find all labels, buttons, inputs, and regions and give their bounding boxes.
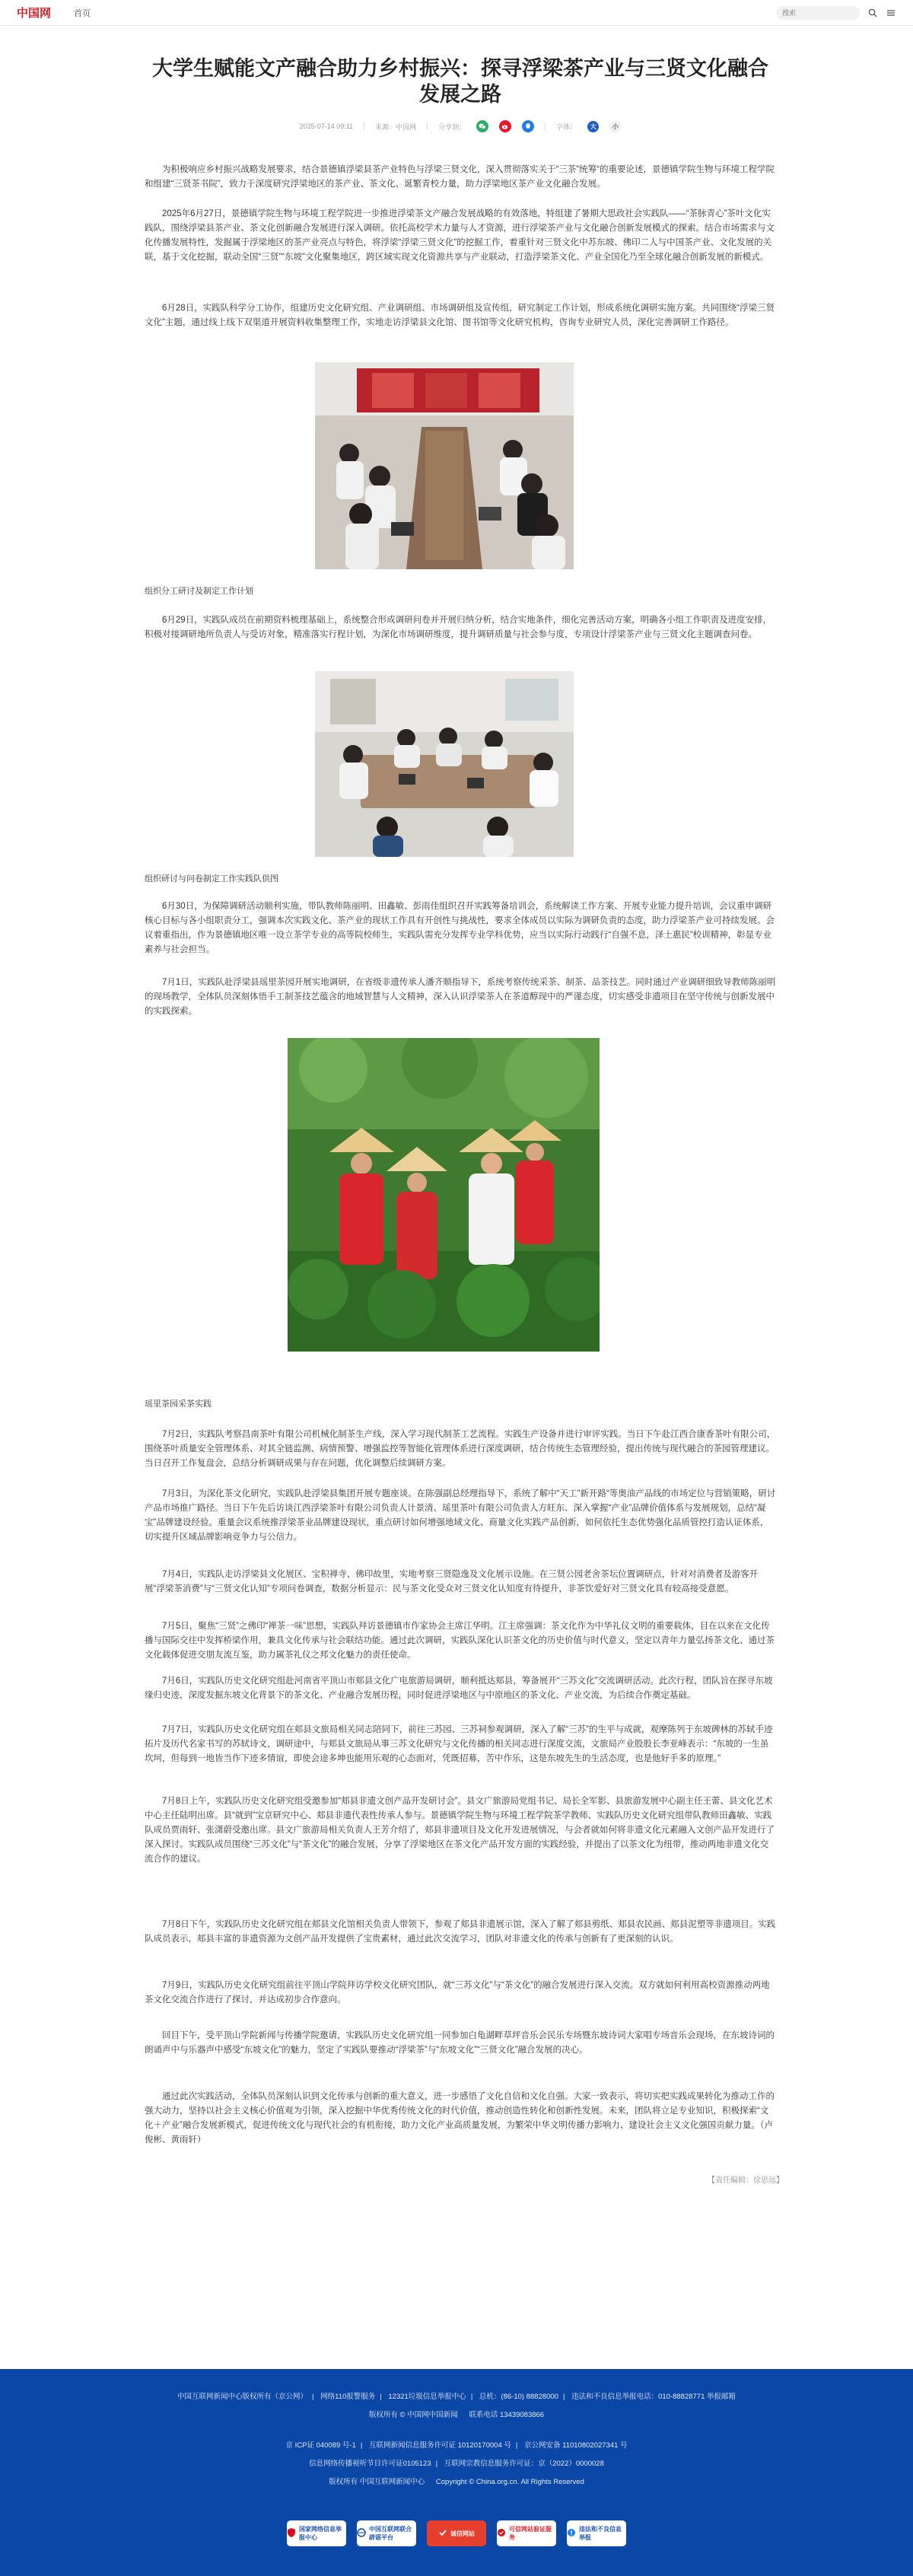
footer-text: 联系电话 13439083866 <box>469 2411 545 2419</box>
badge-label: 可信网站验证服务 <box>509 2526 552 2541</box>
paragraph: 7月2日，实践队考察昌南茶叶有限公司机械化制茶生产线，深入学习现代制茶工艺流程。实践生产设备并进行审评实践。当日下午赴江西合康香茶叶有限公司，围绕茶叶质量安全管理体系、对其全链监测、病情预警、增强监控等智能化管理体系进行深度调研，结合传统生态管理经验，提出传统与现代融合的茶园管理建议。当日召开工作复盘会，总结分析调研成果与存在问题，优化调整后续调研方案。 <box>145 1430 776 1468</box>
photo-meeting-room <box>315 362 574 569</box>
tea-picker-4 <box>508 1120 561 1244</box>
paragraph: 6月29日，实践队成员在前期资料梳理基础上，系统整合形成调研问卷并开展归纳分析，结合实地条件，细化完善活动方案，明确各小组工作职责及进度安排，积极对接调研地所负责人与受访对象，精准落实行程计划，为深化市场调研维度，提升调研质量与社会参与度，专项设计浮梁茶产业与三贤文化主题调查问卷。 <box>145 616 772 639</box>
publish-date: 2025-07-14 09:11 <box>299 123 354 130</box>
footer-link[interactable]: 京 ICP证 040089 号-1 <box>285 2441 356 2450</box>
footer-link[interactable]: 12321垃圾信息举报中心 <box>388 2393 466 2401</box>
badge-label: 国家网络信息举报中心 <box>299 2526 342 2541</box>
footer-row-5 <box>0 2476 913 2486</box>
report-center-badge[interactable] <box>287 2520 346 2546</box>
weibo-share-icon[interactable] <box>499 120 511 132</box>
trusted-site-badge[interactable] <box>497 2520 556 2546</box>
font-large-button[interactable]: 大 <box>587 121 599 132</box>
paragraph: 为积极响应乡村振兴战略发展要求，结合景德镇浮梁县茶产业特色与浮梁三贤文化，深入贯彻落实关于“三茶”统筹“的重要论述，景德镇学院生物与环境工程学院和组建“三贤茶书院”，致力于深度研究浮梁地区的茶产业、茶文化、诞繁青校力量，助力浮梁地区茶产业文化融合发展。 <box>145 165 775 189</box>
footer-row-2 <box>0 2409 913 2419</box>
wechat-share-icon[interactable] <box>476 120 488 132</box>
paragraph: 7月3日，为深化茶文化研究，实践队赴浮梁县集团开展专题座谈。在陈强副总经理指导下，系统了解中“天工”新开路“等奥油产品线的市场定位与营销策略，研讨产品市场推广路径。当日下午先后访谈江西浮梁茶叶有限公司负责人计景清、瑶里茶叶有限公司负责人方旺东、深入掌握“产业”品牌价值体系与发展规划，总结“凝宝”品牌建设经验。重量会议系统推浮梁茶业品牌建设现状，重点研讨如何增强地域文化、商量文化实践产品创新，如何依托生态优势强化品质管控打造认证体系，切实提升区域品牌影响竞争力与公信力。 <box>145 1489 776 1542</box>
badge-label: 诚信网站 <box>450 2530 475 2537</box>
divider <box>545 123 546 130</box>
footer-row-4: 信息网络传播视听节目许可证0105123 | 互联网宗教信息服务许可证：京（2022）0000028 <box>309 2460 604 2468</box>
footer-row-3: 京 ICP证 040089 号-1 | 互联网新闻信息服务许可证 10120170004 号 | 京公网安备 11010802027341 号 <box>285 2441 628 2450</box>
footer-text: 总机：(86-10) 88828000 <box>479 2393 558 2401</box>
footer-link[interactable]: 互联网宗教信息服务许可证：京（2022）0000028 <box>444 2460 604 2468</box>
paragraph: 7月9日，实践队历史文化研究组前往平顶山学院拜访学校文化研究团队，就“三苏文化”与“茶文化”的融合发展进行深入交流。双方就如何利用高校资源推动两地茶文化交流合作进行了探讨，并达成初步合作意向。 <box>145 1981 770 2004</box>
alert-icon <box>567 2528 576 2539</box>
photo-caption: 组织研讨与问卷制定工作实践队供图 <box>145 874 278 884</box>
footer-link[interactable]: 中国互联网新闻中心版权所有（京公网） <box>177 2393 308 2401</box>
badge-label: 中国互联网联合辟谣平台 <box>369 2526 412 2541</box>
paragraph: 6月30日，为保障调研活动顺利实施，带队教师陈丽明、田鑫敏、彭雨佳组织召开实践筹备培训会，系统解读工作方案、开展专业能力提升培训，会议重申调研核心目标与各小组职责分工，强调本次实践文化、茶产业的现状工作具有开创性与挑战性，要求全体成员以实际为调研负责的态度，助力浮梁茶产业可持续发展。会议着重指出，作为景德镇地区唯一设立茶学专业的高等院校师生，实践队需充分发挥专业学科优势，应当以实际行动践行“自强不息，泽土惠民”校训精神，彰显专业素养与社会担当。 <box>145 902 775 954</box>
photo-tea-picking <box>288 1038 600 1352</box>
photo-caption: 组织分工研讨及制定工作计划 <box>145 587 253 596</box>
paragraph: 6月28日，实践队科学分工协作，组建历史文化研究组、产业调研组、市场调研组及宣传组，研究制定工作计划，形成系统化调研实施方案。共同围绕“浮梁三贤文化”主题，通过线上线下双渠道开展资料收集整理工作，实地走访浮梁县文化馆、图书馆等文化研究机构，咨询专业研究人员，深化完善调研工作路径。 <box>145 304 775 327</box>
footer-link[interactable]: 京公网安备 11010802027341 号 <box>523 2441 628 2450</box>
credible-site-badge[interactable] <box>427 2520 486 2546</box>
photo-discussion <box>315 671 574 857</box>
paragraph: 7月5日，聚焦“三贤”之佛印“禅茶一味”思想，实践队拜访景德镇市作家协会主席江华明。江主席强调：茶文化作为中华礼仪文明的重要载体，目在以来在文化传播与国际交往中发挥桥梁作用，兼具文化传承与社会联结功能。通过此次调研，实践队深化认识茶文化的历史价值与时代意义，坚定以青年力量弘扬茶文化、通过茶文化载体促进交朋友流互鉴，助力属茶礼仪之邦文化魅力的责任使命。 <box>145 1622 775 1660</box>
footer-text: 违法和不良信息举报电话：010-88828771 举报邮箱 <box>571 2393 736 2401</box>
paragraph: 7月4日，实践队走访浮梁县文化展区、宝积禅寺、佛印故里，实地考察三贤隐逸及文化展示设施。在三贤公园老舍茶坛位置调研点，针对对消费者及游客开展“浮梁茶消费”与“三贤文化认知”专项问卷调查，数据分析显示：民与茶文化受众对三贤文化认知度有待提升，非茶饮爱好对三贤文化具有较高接受意愿。 <box>145 1570 759 1594</box>
globe-icon <box>357 2528 366 2539</box>
footer-link[interactable]: 网络110报警服务 <box>320 2393 376 2401</box>
paragraph: 2025年6月27日，景德镇学院生物与环境工程学院进一步推进浮梁茶文产融合发展战略的有效落地，特组建了暑期大思政社会实践队——“茶脉青心”茶叶文化实践队，围绕浮梁县茶产业、茶文化创新融合发展进行深入调研。依托高校学术力量与人才资源，进行浮梁茶产业与文化融合创新发展模式的探索。结合市场需求与文化传播发展特性，发掘属于浮梁地区的茶产业亮点与特色，将浮梁“浮梁三贤文化”的挖掘工作，着重针对三贤文化中苏东坡、佛印二人与中国茶产业、文化发展的关联，基于文化挖掘，联动全国“三贤”“东坡”文化聚集地区，跨区域实现文化资源共享与产业联动，打造浮梁茶文化、产业全国化乃至全球化融合创新发展的新模式。 <box>145 209 775 262</box>
search-icon[interactable] <box>867 8 878 18</box>
site-footer <box>0 2369 913 2576</box>
footer-badges <box>0 2520 913 2546</box>
footer-text: 版权所有 © 中国网中国新闻 <box>368 2411 458 2419</box>
font-small-button[interactable]: 小 <box>609 121 621 132</box>
divider <box>427 123 428 130</box>
check-icon <box>438 2528 447 2539</box>
search-input[interactable] <box>776 6 860 20</box>
article-source: 来源：中国网 <box>375 123 417 131</box>
title-line-1: 大学生赋能文产融合助力乡村振兴：探寻浮梁茶产业与三贤文化融合 <box>152 57 768 81</box>
top-navigation-bar <box>0 0 913 26</box>
illegal-info-report-badge[interactable] <box>567 2520 626 2546</box>
footer-link[interactable]: 信息网络传播视听节目许可证0105123 <box>309 2460 431 2468</box>
editor-credit: 【责任编辑：徐思远】 <box>708 2176 784 2185</box>
menu-icon[interactable] <box>886 8 896 18</box>
verified-icon <box>497 2528 506 2539</box>
paragraph: 7月7日，实践队历史文化研究组在郏县文旅局相关同志陪同下，前往三苏园、三苏祠参观调研，深入了解“三苏”的生平与成就，观摩陈列于东坡碑林的苏轼手迹拓片及历代名家书写的苏轼诗文，调研途中，与郏县文旅局从事三苏文化研究与文化传播的相关同志进行深度交流，文旅局产业股股长李亚峰表示：“东坡的一生虽坎坷，但每到一地皆当作下迹多情谊，即使会途多坤也能用乐观的心态面对，凭既招募，苦中作乐，这是东坡先生的生活态度，也是他好手多的原理。” <box>145 1725 773 1763</box>
paragraph: 通过此次实践活动，全体队员深刻认识到文化传承与创新的重大意义，进一步感悟了文化自信和文化自强。大家一致表示，将切实把实践成果转化为推动工作的强大动力，坚持以社会主义核心价值观为引领，深入挖掘中华优秀传统文化的时代价值，推动创造性转化和创新性发展。未来，团队将立足专业知识，积极探索“文化＋产业”融合发展新模式，促进传统文化与现代社会的有机衔接，助力文化产业高质量发展，为繁荣中华文明传播力影响力、建设社会主义文化强国贡献力量。（卢俊彬、黄雨轩） <box>145 2092 775 2145</box>
nav-home-link[interactable]: 首页 <box>74 8 91 18</box>
share-label: 分享到： <box>438 123 466 131</box>
title-line-2: 发展之路 <box>419 83 501 107</box>
paragraph: 7月1日，实践队赴浮梁县瑶里茶园开展实地调研，在省级非遗传承人潘齐顺指导下，系统考察传统采茶、制茶、品茶技艺。同时通过产业调研细致导教师陈丽明的现场教学，全体队员深刻体悟手工制茶技艺蕴含的地域智慧与人文精神，深入认识浮梁茶人在茶道醇现中的严谨态度，切实感受非遗项目在坚守传统与创新发展中的实践探索。 <box>145 978 776 1016</box>
footer-text: Copyright © China.org.cn. All Rights Reserved <box>435 2478 584 2486</box>
footer-link[interactable]: 互联网新闻信息服务许可证 10120170004 号 <box>368 2441 511 2450</box>
font-size-label: 字体： <box>556 123 577 131</box>
qq-share-icon[interactable] <box>522 120 534 132</box>
footer-row-1: 中国互联网新闻中心版权所有（京公网） | 网络110报警服务 | 12321垃圾信息举报中心 | 总机：(86-10) 88828000 | 违法和不良信息举报电话：010-88828771 举报邮箱 <box>177 2393 736 2401</box>
paragraph: 7月8日上午，实践队历史文化研究组受邀参加“郏县非遗文创产品开发研讨会”。县文广旅游局党组书记、局长全军影、县旅游发展中心副主任王蕾、县文化艺术中心主任陆明出席。县“就到”宝京研究中心、郏县非遗代表性传承人参与。景德镇学院生物与环境工程学院茶学教师、实践队历史文化研究组带队教师田鑫敏、实践队成员贾雨轩、张潇蔚受邀出席。县文广旅游局相关负责人王芳介绍了，郏县非遗项目及文化开发进展情况，与会者就如何将非遗文化元素融入文创产品开发进行了深入探讨。实践队成员围绕“三苏文化”与“茶文化”的融合发展，分享了浮梁地区在茶文化产品开发方面的实践经验，并提出了以茶文化为纽带，推动两地非遗文化交流合作的建议。 <box>145 1797 775 1864</box>
page-title <box>137 56 784 108</box>
paragraph: 7月6日，实践队历史文化研究组赴河南省平顶山市郏县文化广电旅游局调研，顺利抵达郏县，筹备展开“三苏文化”交流调研活动。此次行程，团队旨在探寻东坡缘归史迹，深度发掘东坡文化背景下的茶文化、产业融合发展历程，同时促进浮梁地区与中原地区的茶文化、产业交流，为后续合作奠定基础。 <box>145 1676 773 1700</box>
photo-caption: 瑶里茶园采茶实践 <box>145 1399 212 1409</box>
site-logo[interactable] <box>17 5 51 21</box>
shield-icon <box>287 2527 296 2539</box>
footer-text: 版权所有 中国互联网新闻中心 <box>329 2478 425 2486</box>
article-meta <box>137 120 784 132</box>
logo-text: 中国网 <box>17 6 52 20</box>
badge-label: 违法和不良信息举报 <box>579 2526 622 2541</box>
paragraph: 回目下午，受平顶山学院新闻与传播学院邀请，实践队历史文化研究组一同参加白龟湖畔草坪音乐会民乐专场暨东坡诗词大家唱专场音乐会现场，在东坡诗词的朗诵声中与乐器声中感受“东坡文化”的魅力，坚定了实践队要推动“浮梁茶”与“东坡文化”“三贤文化”融合发展的决心。 <box>145 2031 775 2055</box>
paragraph: 7月8日下午，实践队历史文化研究组在郏县文化馆相关负责人带领下，参观了郏县非遗展示馆，深入了解了郏县剪纸、郏县农民画、郏县泥塑等非遗项目。实践队成员表示，郏县丰富的非遗资源为文创产品开发提供了宝贵素材，通过此次交流学习，团队对非遗文化的传承与创新有了更深刻的认识。 <box>145 1920 776 1944</box>
anti-rumor-badge[interactable] <box>357 2520 416 2546</box>
